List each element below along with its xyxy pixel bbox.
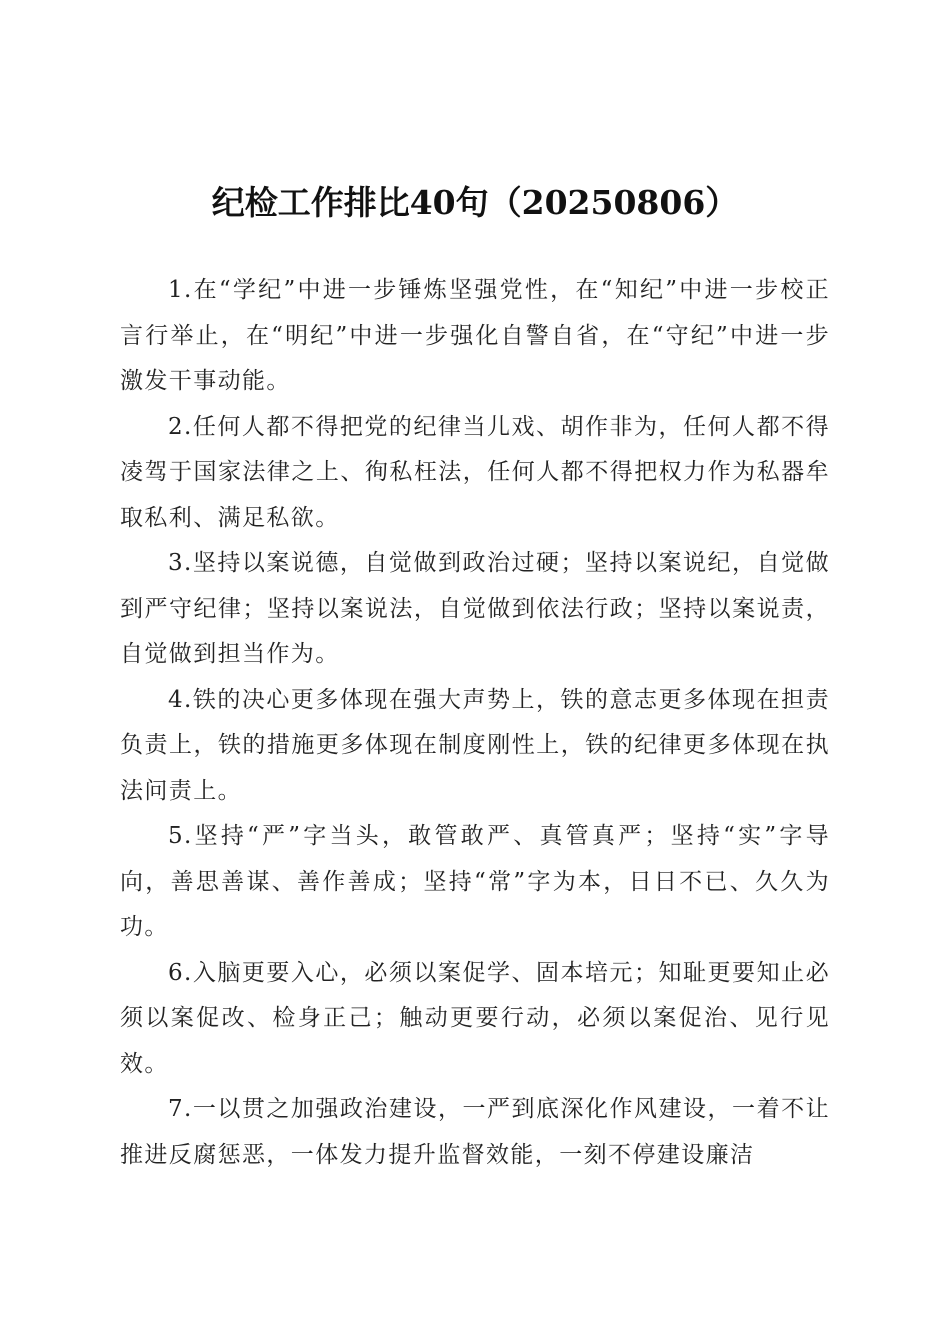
paragraph-3: 3.坚持以案说德，自觉做到政治过硬；坚持以案说纪，自觉做到严守纪律；坚持以案说法，自觉做到依法行政；坚持以案说责，自觉做到担当作为。	[120, 550, 830, 667]
document-body	[120, 268, 830, 1178]
paragraph-2: 2.任何人都不得把党的纪律当儿戏、胡作非为，任何人都不得凌驾于国家法律之上、徇私枉法，任何人都不得把权力作为私器牟取私利、满足私欲。	[120, 413, 830, 531]
document-title: 纪检工作排比40句（20250806）	[211, 183, 739, 222]
paragraph-6: 6.入脑更要入心，必须以案促学、固本培元；知耻更要知止必须以案促改、检身正己；触动更要行动，必须以案促治、见行见效。	[120, 959, 830, 1077]
paragraph-7: 7.一以贯之加强政治建设，一严到底深化作风建设，一着不让推进反腐惩恶，一体发力提升监督效能，一刻不停建设廉洁	[120, 1096, 830, 1168]
paragraph-1: 1.在“学纪”中进一步锤炼坚强党性，在“知纪”中进一步校正言行举止，在“明纪”中进一步强化自警自省，在“守纪”中进一步激发干事动能。	[120, 277, 830, 394]
paragraph-5: 5.坚持“严”字当头，敢管敢严、真管真严；坚持“实”字导向，善思善谋、善作善成；坚持“常”字为本，日日不已、久久为功。	[120, 823, 830, 940]
paragraph-4: 4.铁的决心更多体现在强大声势上，铁的意志更多体现在担责负责上，铁的措施更多体现在制度刚性上，铁的纪律更多体现在执法问责上。	[120, 686, 830, 804]
